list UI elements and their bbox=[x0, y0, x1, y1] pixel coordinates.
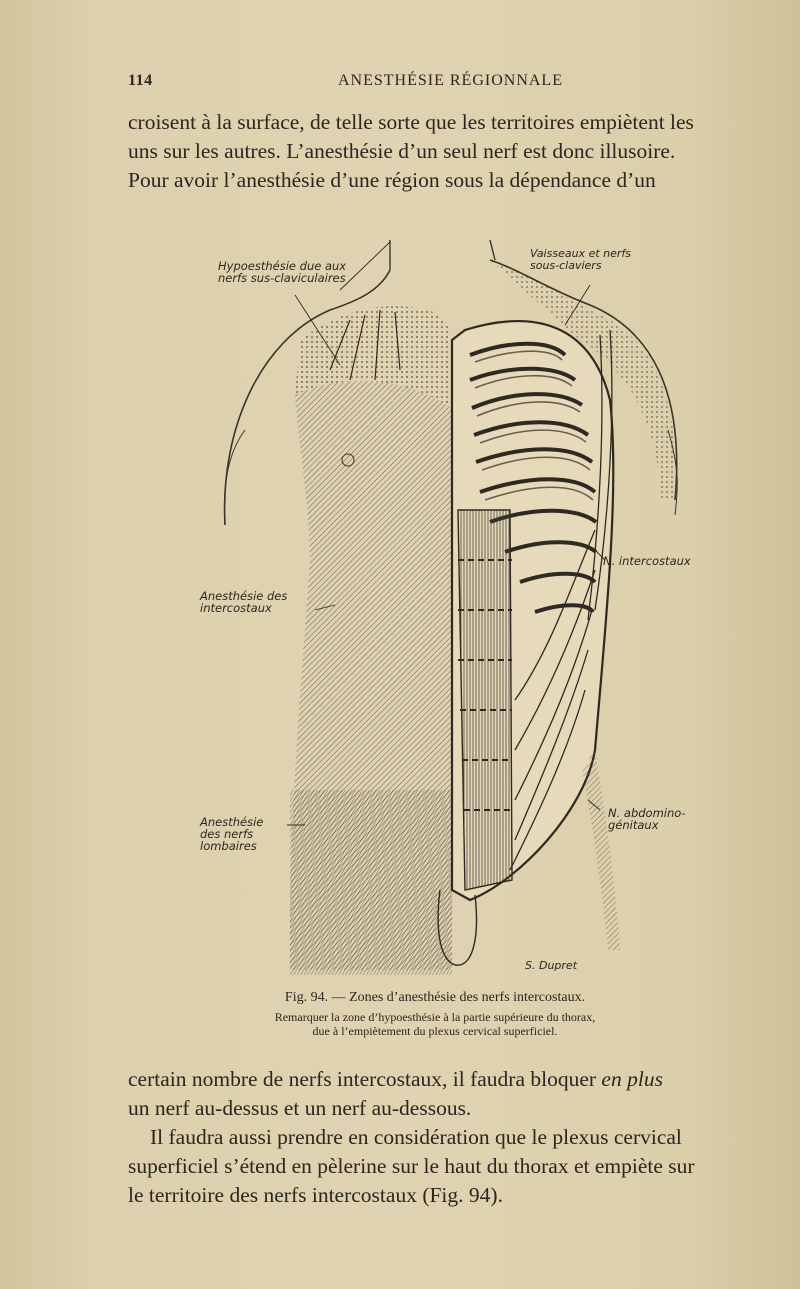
text-line: Pour avoir l’anesthésie d’une région sous la dépendance d’un bbox=[128, 168, 656, 192]
anatomical-figure bbox=[190, 230, 710, 990]
label-abdomino-genitaux: N. abdomino- génitaux bbox=[608, 806, 686, 832]
top-paragraph bbox=[128, 108, 773, 195]
text-line: un nerf au-dessus et un nerf au-dessous. bbox=[128, 1096, 472, 1120]
figure-caption bbox=[190, 990, 680, 1038]
bottom-paragraph bbox=[128, 1065, 773, 1210]
text-line: superficiel s’étend en pèlerine sur le haut du thorax et empiète sur bbox=[128, 1154, 695, 1178]
running-title: ANESTHÉSIE RÉGIONNALE bbox=[338, 72, 563, 89]
label-intercostaux: N. intercostaux bbox=[603, 554, 691, 568]
label-anesthesie-intercostaux: Anesthésie des intercostaux bbox=[200, 589, 288, 615]
artist-signature: S. Dupret bbox=[525, 959, 578, 972]
text-line: croisent à la surface, de telle sorte que les territoires empiètent les bbox=[128, 110, 694, 134]
text-line: le territoire des nerfs intercostaux (Fig. 94). bbox=[128, 1183, 503, 1207]
label-hypoesthesie: Hypoesthésie due aux nerfs sus-claviculaires bbox=[218, 259, 347, 285]
label-anesthesie-lombaires: Anesthésie des nerfs lombaires bbox=[200, 815, 264, 853]
caption-title: Fig. 94. — Zones d’anesthésie des nerfs intercostaux. bbox=[284, 990, 586, 1005]
text-fragment: certain nombre de nerfs intercostaux, il faudra bloquer bbox=[128, 1067, 602, 1091]
page-number: 114 bbox=[128, 72, 153, 89]
caption-note-line: Remarquer la zone d’hypoesthésie à la partie supérieure du thorax, bbox=[274, 1010, 596, 1024]
label-vaisseaux: Vaisseaux et nerfs sous-claviers bbox=[530, 247, 632, 272]
emphasis-text: en plus bbox=[601, 1067, 663, 1091]
text-line bbox=[128, 1065, 773, 1094]
text-line: Il faudra aussi prendre en considération que le plexus cervical bbox=[150, 1125, 682, 1149]
caption-note-line: due à l’empiètement du plexus cervical superficiel. bbox=[312, 1024, 558, 1038]
text-line: uns sur les autres. L’anesthésie d’un seul nerf est donc illusoire. bbox=[128, 139, 676, 163]
